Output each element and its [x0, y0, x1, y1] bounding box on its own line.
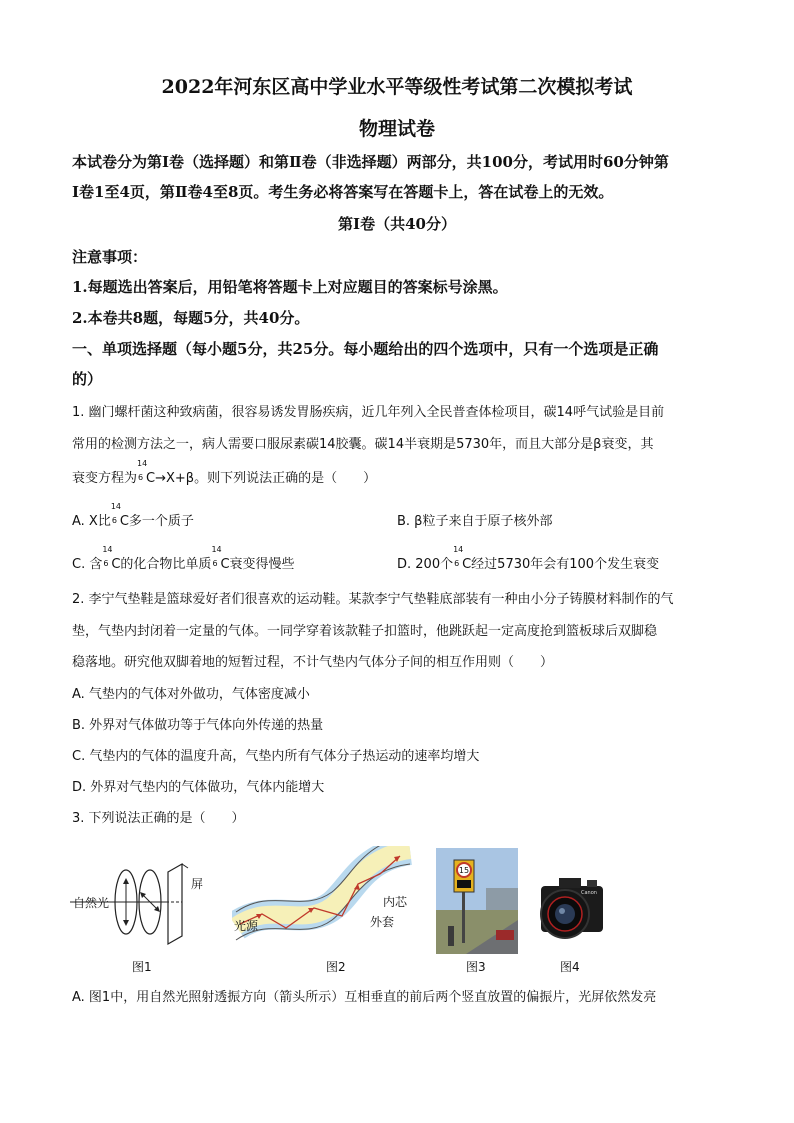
q1-line-3: [72, 459, 377, 486]
q1-line-3-post: →X+β。则下列说法正确的是（ ）: [155, 471, 377, 486]
intro-line-2: Ⅰ卷1至4页，第Ⅱ卷4至8页。考生务必将答案写在答题卡上，答在试卷上的无效。: [72, 183, 614, 201]
q1-option-a: A. X比 14 6 C多一个质子: [72, 502, 194, 529]
section-heading: 第Ⅰ卷（共40分）: [338, 215, 456, 233]
q3-option-a: A. 图1中，用自然光照射透振方向（箭头所示）互相垂直的前后两个竖直放置的偏振片，光屏依然发亮: [72, 990, 657, 1005]
carbon14-nuclide: 14 6: [137, 459, 148, 482]
fig2-cladding-label: 外套: [370, 915, 395, 929]
q1-line-2: 常用的检测方法之一，病人需要口服尿素碳14胶囊。碳14半衰期是5730年，而且大部分是β衰变，其: [72, 437, 654, 452]
part-heading-line-1: 一、单项选择题（每小题5分，共25分。每小题给出的四个选项中，只有一个选项是正确: [72, 340, 659, 358]
fig1-caption: 图1: [132, 960, 152, 974]
speed-limit-number: 15: [458, 866, 470, 875]
exam-title: 2022年河东区高中学业水平等级性考试第二次模拟考试: [161, 76, 633, 98]
carbon14-nuclide: 14 6: [102, 545, 113, 568]
screen: [168, 864, 182, 944]
exam-subtitle: 物理试卷: [358, 118, 435, 140]
fig2-caption: 图2: [326, 960, 346, 974]
q2-option-d: D. 外界对气垫内的气体做功，气体内能增大: [72, 780, 325, 795]
q1-line-1: 1. 幽门螺杆菌这种致病菌，很容易诱发胃肠疾病，近几年列入全民普查体检项目，碳14呼气试验是目前: [72, 405, 665, 420]
carbon14-nuclide: 14 6: [211, 545, 222, 568]
q1-option-c: C. 含 14 6 C的化合物比单质 14 6 C衰变得慢些: [72, 545, 295, 572]
carbon14-nuclide: 14 6: [453, 545, 464, 568]
person: [448, 926, 454, 946]
sign-pole: [462, 888, 465, 943]
carbon14-nuclide: 14 6: [110, 502, 122, 525]
part-heading-line-2: 的）: [72, 370, 103, 388]
note-1: 1.每题选出答案后，用铅笔将答题卡上对应题目的答案标号涂黑。: [72, 278, 508, 296]
fig2-core-label: 内芯: [383, 895, 408, 909]
figure-4-camera: [535, 870, 607, 950]
intro-line-1: 本试卷分为第Ⅰ卷（选择题）和第Ⅱ卷（非选择题）两部分，共100分，考试用时60分钟第: [72, 153, 669, 171]
q1-option-b: B. β粒子来自于原子核外部: [397, 514, 553, 529]
fig1-screen-label: 屏: [191, 877, 204, 891]
figure-3-photo: [436, 848, 518, 954]
fig3-caption: 图3: [466, 960, 486, 974]
q2-option-c: C. 气垫内的气体的温度升高，气垫内所有气体分子热运动的速率均增大: [72, 749, 480, 764]
camera-brand: Canon: [581, 890, 597, 896]
q1-option-d: D. 200个 14 6 C经过5730年会有100个发生衰变: [397, 545, 660, 572]
q2-option-b: B. 外界对气体做功等于气体向外传递的热量: [72, 718, 324, 733]
q3-line-1: 3. 下列说法正确的是（ ）: [72, 811, 245, 826]
q1-line-3-pre: 衰变方程为: [72, 471, 138, 486]
q2-line-1: 2. 李宁气垫鞋是篮球爱好者们很喜欢的运动鞋。某款李宁气垫鞋底部装有一种由小分子铸膜材料制作的气: [72, 592, 674, 607]
q2-option-a: A. 气垫内的气体对外做功，气体密度减小: [72, 687, 310, 702]
fig1-light-label: 自然光: [73, 896, 110, 910]
car: [496, 930, 514, 940]
q2-line-3: 稳落地。研究他双脚着地的短暂过程，不计气垫内气体分子间的相互作用则（ ）: [72, 655, 554, 670]
fig4-caption: 图4: [560, 960, 580, 974]
note-2: 2.本卷共8题，每题5分，共40分。: [72, 309, 310, 327]
nuclide-symbol: C: [146, 471, 156, 486]
q2-line-2: 垫，气垫内封闭着一定量的气体。一同学穿着该款鞋子扣篮时，他跳跃起一定高度抢到篮板球后双脚稳: [72, 624, 658, 639]
fig2-source-label: 光源: [234, 919, 259, 933]
notes-title: 注意事项：: [72, 248, 148, 266]
